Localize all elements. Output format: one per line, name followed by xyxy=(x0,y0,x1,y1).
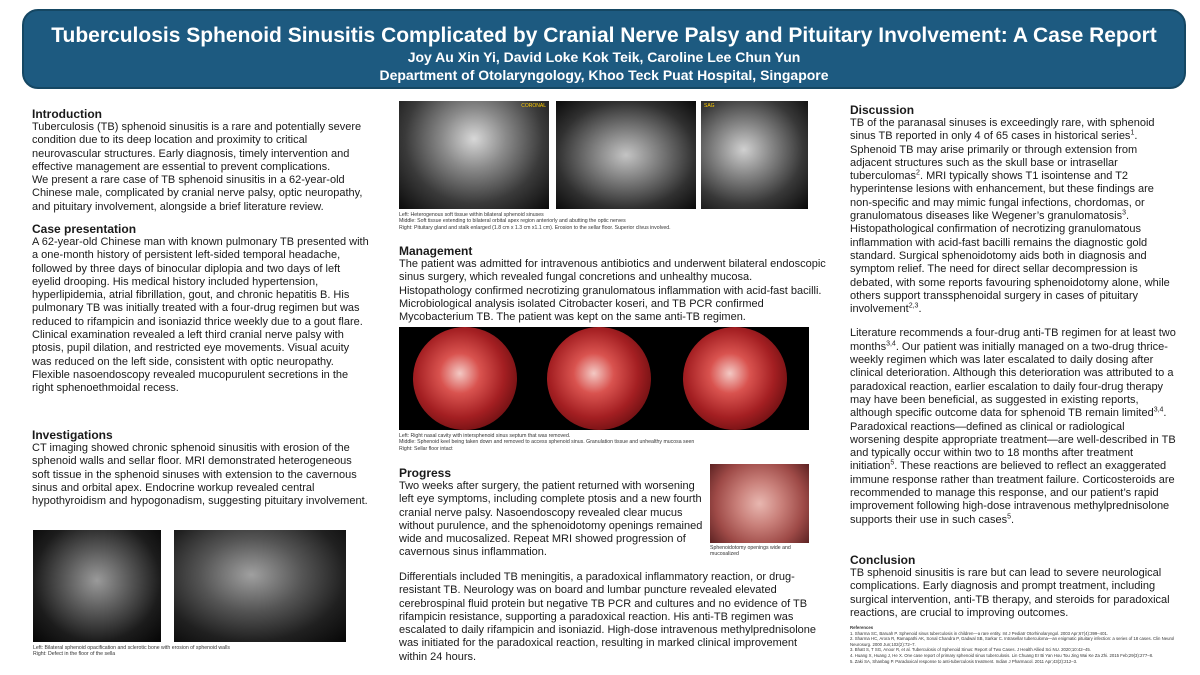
references-heading: References xyxy=(850,625,874,630)
caption-line: Left: Right nasal cavity with intersphenoid sinus septum that was removed. xyxy=(399,433,571,439)
introduction-body xyxy=(32,121,370,214)
conclusion-body xyxy=(850,567,1176,620)
poster-department: Department of Otolaryngology, Khoo Teck Puat Hospital, Singapore xyxy=(379,67,829,83)
investigations-body xyxy=(32,442,370,508)
references-block xyxy=(850,625,1180,664)
case-presentation-heading: Case presentation xyxy=(32,222,137,236)
progress-paragraph-2: Differentials included TB meningitis, a paradoxical inflammatory reaction, or drug-resistant TB. Neurology was on board and lumbar puncture revealed elevated cerebrospinal fluid protein but negative TB PCR and cultures and no evidence of TB rifampicin resistance, supporting a paradoxical reaction. His anti-TB regimen was escalated to daily rifampicin and isoniazid. High-dose intravenous methylprednisolone was initiated for the paradoxical reaction, resulting in marked clinical improvement within 24 hours. xyxy=(399,571,817,663)
caption-line: Left: Heterogenous soft tissue within bilateral sphenoid sinuses xyxy=(399,212,544,218)
conclusion-heading: Conclusion xyxy=(850,553,916,567)
poster-header xyxy=(22,9,1186,89)
reference-item: 4. Huang X, Huang J, He X. One case report of primary sphenoid sinus tuberculosis. Lin Chuang Er Bi Yan Hou Tou Jing Wai Ke Za Zhi. 2015 Feb;29(3):277–8. xyxy=(850,652,1154,658)
progress-endoscopy-image xyxy=(710,464,809,543)
endoscopy-right-image xyxy=(683,327,787,430)
endoscopy-image-strip xyxy=(399,327,809,430)
mri-left-image xyxy=(399,101,549,209)
reference-item: 5. Zaki SA, Shanbag P. Paradoxical response to anti-tuberculosis treatment. Indian J Pharmacol. 2011 Apr;43(2):212–3. xyxy=(850,658,1078,664)
ct-coronal-image xyxy=(33,530,161,642)
case-presentation-paragraph-1: A 62-year-old Chinese man with known pulmonary TB presented with a one-month history of persistent left-sided temporal headache, followed by three days of binocular diplopia and two days of left eyelid drooping. His medical history included hypertension, hyperlipidemia, atrial fibrillation, gout, and chronic hepatitis B. His pulmonary TB was initially treated with a four-drug regimen but was reduced to rifampicin and isoniazid thrice weekly due to a gout flare. xyxy=(32,236,369,328)
progress-paragraph-1: Two weeks after surgery, the patient returned with worsening left eye symptoms, including complete ptosis and a new fourth cranial nerve palsy. Nasoendoscopy revealed clear mucus without purulence, and the sphenoidotomy openings remained wide and mucosalized. Repeat MRI showed progression of cavernous sinus inflammation. xyxy=(399,480,703,559)
caption-line: Middle: Soft tissue extending to bilateral orbital apex region anteriorly and abutting the optic nerves xyxy=(399,218,626,225)
mri-right-image xyxy=(701,101,808,209)
caption-line: Left: Bilateral sphenoid opacification and sclerotic bone with erosion of sphenoid walls xyxy=(33,645,230,651)
management-heading: Management xyxy=(399,244,473,258)
caption-line: Right: Sellar floor intact xyxy=(399,445,453,452)
investigations-paragraph-1: CT imaging showed chronic sphenoid sinusitis with erosion of the sphenoid walls and sellar floor. MRI demonstrated heterogeneous soft tissue in the sphenoid sinuses with extension to the cavernous sinus and orbital apex. Endocrine workup revealed central hypothyroidism and hypogonadism, suggesting pituitary involvement. xyxy=(32,442,368,508)
reference-item: 1. Sharma SC, Baruah P. Sphenoid sinus tuberculosis in children—a rare entity. Int J Pediatr Otorhinolaryngol. 2003 Apr;67(4):399–401. xyxy=(850,630,1109,636)
discussion-heading: Discussion xyxy=(850,103,915,117)
mri-figure-caption xyxy=(399,212,809,231)
discussion-paragraph-1: TB of the paranasal sinuses is exceedingly rare, with sphenoid sinus TB reported in only 4 of 65 cases in historical series$^1$. Sphenoid TB may arise primarily or through extension from adjacent structures such as the skull base or intrasellar tuberculomas$^2$. MRI typically shows T1 isointense and T2 hyperintense lesions with enhancement, but these findings are non-specific and may mimic fungal infections, chordomas, or granulomatous diseases like Wegener’s granulomatosis$^3$. Histopathological confirmation of necrotizing granulomatous inflammation with acid-fast bacilli remains the diagnostic gold standard. Surgical sphenoidotomy aids both in diagnosis and symptom relief. The need for direct sellar decompression is debated, with some reports favouring sphenoidotomy alone, while others support transsphenoidal surgery in cases of pituitary involvement$^{2,3}$. xyxy=(850,117,1170,316)
ct-figure-caption xyxy=(33,645,363,658)
progress-body xyxy=(399,480,704,560)
introduction-paragraph-1: Tuberculosis (TB) sphenoid sinusitis is a rare and potentially severe condition due to its deep location and proximity to critical neurovascular structures. Early diagnosis, timely intervention and effective management are essential to prevent complications. xyxy=(32,121,362,173)
endoscopy-figure-caption xyxy=(399,433,819,452)
mri-orientation-label: CORONAL xyxy=(521,103,546,109)
ct-sagittal-image xyxy=(174,530,346,642)
introduction-paragraph-2: We present a rare case of TB sphenoid sinusitis in a 62-year-old Chinese male, complicated by cranial nerve palsy, optic neuropathy, and pituitary involvement, alongside a brief literature review. xyxy=(32,174,363,213)
management-body xyxy=(399,258,827,324)
reference-item: 2. Sharma HC, Arora R, Ramapathi AK, Sonal Chandra P, Gadwal SB, Sarkar C. Intrasellar tuberculoma—an enigmatic pituitary infection: a series of 18 cases. Clin Neurol Neurosurg. 2000 Jun;102(2):72–7. xyxy=(850,636,1175,647)
case-presentation-paragraph-2: Clinical examination revealed a left third cranial nerve palsy with ptosis, pupil dilation, and restricted eye movements. Visual acuity was reduced on the left side, consistent with optic neuropathy. Flexible nasoendoscopy revealed mucopurulent secretions in the right sphenoethmoidal recess. xyxy=(32,329,350,395)
caption-line: Middle: Sphenoid keel being taken down and removed to access sphenoid sinus. Granulation tissue and unhealthy mucosa seen xyxy=(399,439,695,446)
mri-middle-image xyxy=(556,101,696,209)
poster-authors: Joy Au Xin Yi, David Loke Kok Teik, Caroline Lee Chun Yun xyxy=(407,49,801,65)
management-paragraph-1: The patient was admitted for intravenous antibiotics and underwent bilateral endoscopic sinus surgery, which revealed fungal concretions and unhealthy mucosa. Histopathology confirmed necrotizing granulomatous inflammation with acid-fast bacilli. Microbiological analysis isolated Citrobacter koseri, and TB PCR confirmed Mycobacterium TB. The patient was kept on the same anti-TB regimen. xyxy=(399,258,826,324)
case-presentation-body xyxy=(32,236,370,396)
progress-figure-caption xyxy=(710,545,810,558)
introduction-heading: Introduction xyxy=(32,107,102,121)
discussion-paragraph-3: Paradoxical reactions—defined as clinical or radiological worsening despite appropriate treatment—are well-described in TB and typically occur within two to 18 months after treatment initiation$^5$. These reactions are believed to reflect an exaggerated immune response rather than treatment failure. Corticosteroids are recommended to manage this response, and our patient’s rapid improvement following high-dose intravenous methylprednisolone supports their use in such cases$^5$. xyxy=(850,420,1176,526)
discussion-paragraph-2: Literature recommends a four-drug anti-TB regimen for at least two months$^{3,4}$. Our patient was initially managed on a two-drug thrice-weekly regimen which was later escalated to daily dosing after clinical deterioration. Although this deterioration was attributed to a paradoxical reaction, earlier escalation to daily four-drug therapy may have been beneficial, as suggested in existing reports, although specific outcome data for sphenoid TB remain limited$^{3,4}$. xyxy=(850,327,1176,420)
mri-orientation-label: SAG xyxy=(704,103,715,109)
caption-line: Right: Pituitary gland and stalk enlarged (1.8 cm x 1.3 cm x1.1 cm). Erosion to the sellar floor. Superior clivus involved. xyxy=(399,224,671,231)
discussion-body xyxy=(850,117,1176,527)
endoscopy-left-image xyxy=(413,327,517,430)
caption-line: Sphenoidotomy openings wide and mucosalized xyxy=(710,545,791,558)
reference-item: 3. Bhatt S, T SG, Anoor R, et al. Tuberculosis of Sphenoid Sinus: Report of Two Cases. J Health Allied Sci NU. 2020;10:42–45. xyxy=(850,647,1092,653)
progress-heading: Progress xyxy=(399,466,452,480)
caption-line: Right: Defect in the floor of the sella xyxy=(33,651,116,658)
progress-body-continued xyxy=(399,571,827,664)
investigations-heading: Investigations xyxy=(32,428,113,442)
poster-title: Tuberculosis Sphenoid Sinusitis Complicated by Cranial Nerve Palsy and Pituitary Involvement: A Case Report xyxy=(51,24,1157,47)
conclusion-paragraph-1: TB sphenoid sinusitis is rare but can lead to severe neurological complications. Early diagnosis and prompt treatment, including surgical intervention, anti-TB therapy, and steroids for paradoxical reactions, are crucial to improving outcomes. xyxy=(850,567,1170,619)
endoscopy-middle-image xyxy=(547,327,651,430)
